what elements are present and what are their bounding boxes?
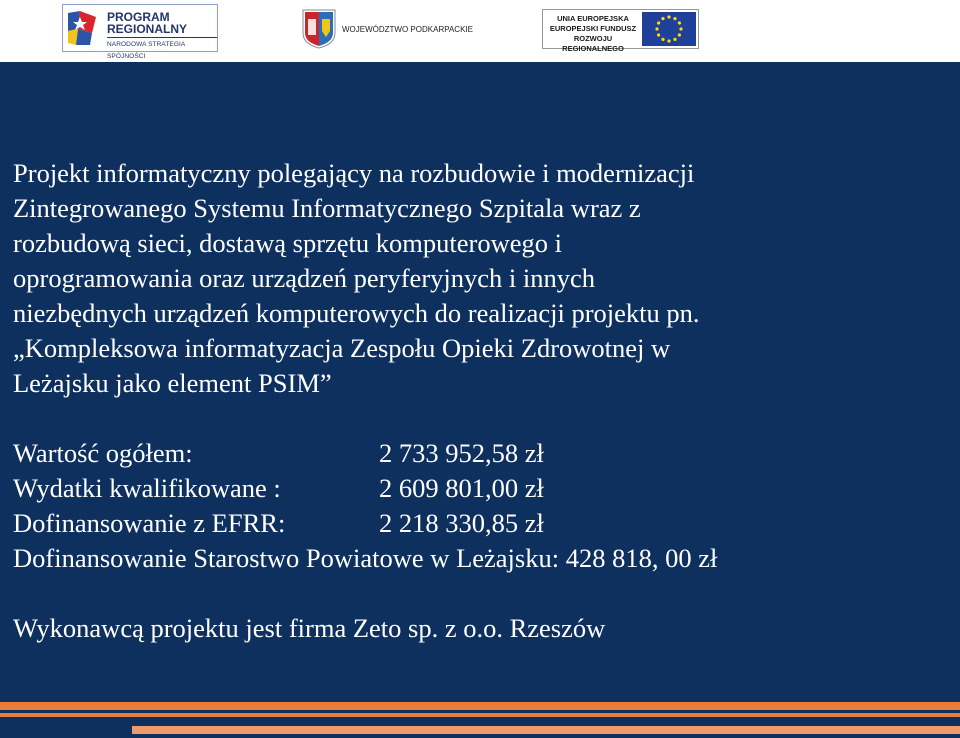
project-info bbox=[13, 156, 948, 646]
project-description: Projekt informatyczny polegający na rozbudowie i modernizacji Zintegrowanego Systemu Informatycznego Szpitala wraz z rozbudową sieci, dostawą sprzętu komputerowego i oprogramowania oraz urządzeń peryferyjnych i innych niezbędnych urządzeń komputerowych do realizacji projektu pn. „Kompleksowa informatyzacja Zespołu Opieki Zdrowotnej w Leżajsku jako element PSIM” bbox=[13, 158, 700, 398]
eu-logo-line1: UNIA EUROPEJSKA bbox=[557, 14, 629, 23]
logo-header bbox=[0, 0, 960, 62]
region-name: WOJEWÓDZTWO PODKARPACKIE bbox=[342, 25, 473, 34]
financial-label: Wydatki kwalifikowane : bbox=[13, 473, 281, 503]
program-regionalny-logo bbox=[62, 4, 218, 60]
program-flag-icon bbox=[66, 9, 100, 47]
financial-row-total bbox=[13, 436, 948, 471]
contractor-line: Wykonawcą projektu jest firma Zeto sp. z o.o. Rzeszów bbox=[13, 613, 606, 643]
program-logo-line3: NARODOWA STRATEGIA SPÓJNOŚCI bbox=[107, 37, 217, 63]
voivodeship-coat-of-arms-icon bbox=[302, 9, 336, 49]
program-logo-line1: PROGRAM bbox=[107, 10, 170, 24]
financial-value: 2 218 330,85 zł bbox=[379, 508, 544, 538]
cofinancing-line: Dofinansowanie Starostwo Powiatowe w Leżajsku: 428 818, 00 zł bbox=[13, 543, 718, 573]
accent-bar-top bbox=[0, 702, 960, 710]
eu-logo bbox=[542, 9, 699, 53]
financial-label: Dofinansowanie z EFRR: bbox=[13, 508, 286, 538]
accent-bar-bottom bbox=[132, 726, 960, 734]
accent-bar-middle bbox=[0, 713, 960, 717]
eu-logo-line3: ROZWOJU REGIONALNEGO bbox=[562, 34, 624, 53]
program-logo-line2: REGIONALNY bbox=[107, 22, 188, 36]
financial-value: 2 609 801,00 zł bbox=[379, 473, 544, 503]
financial-row-eligible bbox=[13, 471, 948, 506]
financial-value: 2 733 952,58 zł bbox=[379, 438, 544, 468]
eu-flag-icon bbox=[642, 12, 696, 46]
eu-logo-line2: EUROPEJSKI FUNDUSZ bbox=[549, 24, 637, 33]
financial-row-efrr bbox=[13, 506, 948, 541]
financial-label: Wartość ogółem: bbox=[13, 438, 193, 468]
